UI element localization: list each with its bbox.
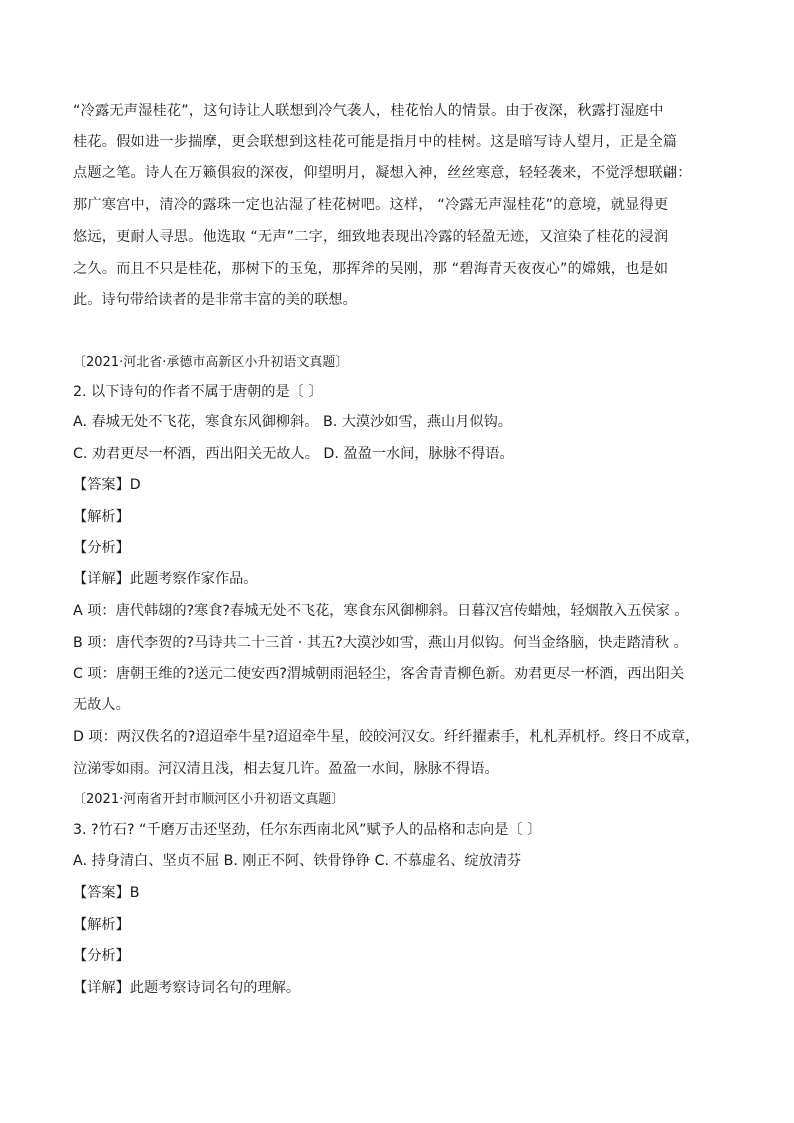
- q3-detail: [73, 978, 743, 998]
- q2-analysis-label: 【解析】: [73, 509, 130, 525]
- q2-item-d-cont: 泣涕零如雨。河汉清且浅，相去复几许。盈盈一水间，脉脉不得语。: [73, 761, 499, 777]
- q3-options: A. 持身清白、坚贞不屈 B. 刚正不阿、铁骨铮铮 C. 不慕虚名、绽放清芬: [73, 853, 522, 869]
- q2-item-b: B 项：唐代李贺的?马诗共二十三首 · 其五?大漠沙如雪，燕山月似钩。何当金络脑，快走踏清秋 。: [73, 635, 688, 651]
- q3-answer-label: 【答案】: [73, 885, 130, 901]
- passage-line-5: 悠远，更耐人寻思。他选取 “无声”二字，细致地表现出冷露的轻盈无迹，又渲染了桂花的浸润: [73, 229, 669, 245]
- passage-line-2: 桂花。假如进一步揣摩，更会联想到这桂花可能是指月中的桂树。这是暗写诗人望月，正是全篇: [73, 134, 678, 150]
- q3-answer-value: B: [129, 885, 140, 901]
- q2-fenxi-label: 【分析】: [73, 540, 130, 556]
- q2-answer: [73, 475, 743, 495]
- passage-line-1: “冷露无声湿桂花”，这句诗让人联想到冷气袭人，桂花怡人的情景。由于夜深，秋露打湿庭中: [73, 103, 664, 119]
- q2-options-row-2: C. 劝君更尽一杯酒，西出阳关无故人。 D. 盈盈一水间，脉脉不得语。: [73, 446, 514, 462]
- q3-detail-label: 【详解】: [73, 980, 130, 996]
- q2-answer-value: D: [129, 477, 141, 493]
- q3-detail-text: 此题考察诗词名句的理解。: [129, 980, 301, 996]
- q2-detail: [73, 569, 743, 589]
- passage-line-6: 之久。而且不只是桂花，那树下的玉兔，那挥斧的吴刚，那 “碧海青天夜夜心”的嫦娥，也是如: [73, 261, 669, 277]
- passage-line-4: 那广寒宫中，清冷的露珠一定也沾湿了桂花树吧。这样， “冷露无声湿桂花”的意境，就显得更: [73, 197, 669, 213]
- q3-stem: 3. ?竹石? “千磨万击还坚劲，任尔东西南北风”赋予人的品格和志向是〔 〕: [73, 822, 542, 838]
- q3-analysis-label: 【解析】: [73, 917, 130, 933]
- q2-answer-label: 【答案】: [73, 477, 130, 493]
- passage-line-3: 点题之笔。诗人在万籁俱寂的深夜，仰望明月，凝想入神，丝丝寒意，轻轻袭来，不觉浮想联翩：: [73, 165, 692, 181]
- q2-detail-label: 【详解】: [73, 571, 130, 587]
- q2-item-c-cont: 无故人。: [73, 697, 130, 713]
- q2-item-c: C 项：唐朝王维的?送元二使安西?渭城朝雨浥轻尘，客舍青青柳色新。劝君更尽一杯酒，西出阳关: [73, 666, 685, 682]
- q3-answer: [73, 883, 743, 903]
- q2-item-a: A 项：唐代韩翃的?寒食?春城无处不飞花，寒食东风御柳斜。日暮汉宫传蜡烛，轻烟散入五侯家 。: [73, 603, 689, 619]
- q3-fenxi-label: 【分析】: [73, 948, 130, 964]
- q2-source: 〔2021·河北省·承德市高新区小升初语文真题〕: [73, 355, 349, 370]
- q3-source: 〔2021·河南省开封市顺河区小升初语文真题〕: [73, 792, 345, 807]
- passage-line-7: 此。诗句带给读者的是非常丰富的美的联想。: [73, 292, 357, 308]
- q2-options-row-1: A. 春城无处不飞花，寒食东风御柳斜。 B. 大漠沙如雪，燕山月似钩。: [73, 414, 512, 430]
- q2-detail-text: 此题考察作家作品。: [129, 571, 258, 587]
- q2-stem: 2. 以下诗句的作者不属于唐朝的是〔 〕: [73, 384, 323, 400]
- q2-item-d: D 项：两汉佚名的?迢迢牵牛星?迢迢牵牛星，皎皎河汉女。纤纤擢素手，札札弄机杼。终日不成章，: [73, 729, 700, 745]
